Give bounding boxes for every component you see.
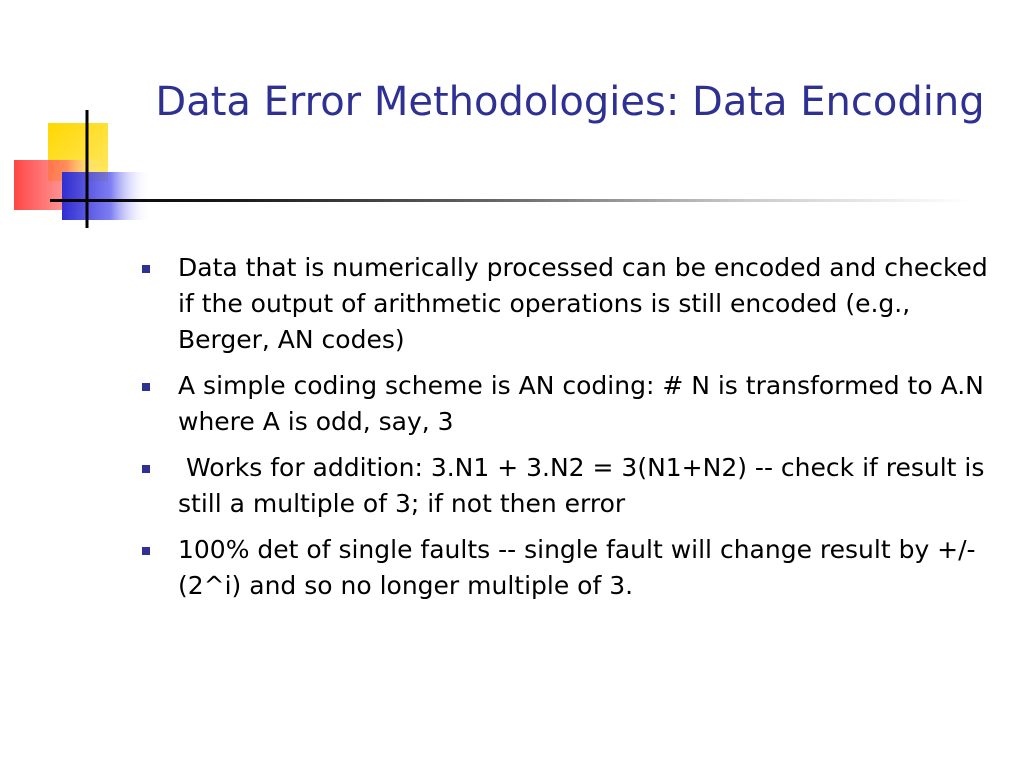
square-bullet-icon bbox=[142, 383, 150, 391]
title-underline bbox=[50, 199, 970, 202]
bullet-text: Works for addition: 3.N1 + 3.N2 = 3(N1+N2) -- check if result is still a multiple of 3; if not then error bbox=[178, 453, 993, 518]
square-bullet-icon bbox=[142, 465, 150, 473]
bullet-text: 100% det of single faults -- single fault will change result by +/- (2^i) and so no longer multiple of 3. bbox=[178, 535, 976, 600]
bullet-item-3 bbox=[140, 450, 1000, 522]
slide-title: Data Error Methodologies: Data Encoding bbox=[155, 79, 985, 125]
deco-blue-bar bbox=[62, 172, 150, 220]
bullet-item-1 bbox=[140, 250, 1000, 358]
bullet-item-4 bbox=[140, 532, 1000, 604]
square-bullet-icon bbox=[142, 265, 150, 273]
bullet-item-2 bbox=[140, 368, 1000, 440]
square-bullet-icon bbox=[142, 547, 150, 555]
bullet-text: Data that is numerically processed can be encoded and checked if the output of arithmetic operations is still encoded (e.g., Berger, AN codes) bbox=[178, 253, 988, 354]
bullet-text: A simple coding scheme is AN coding: # N is transformed to A.N where A is odd, say, 3 bbox=[178, 371, 984, 436]
bullet-list bbox=[140, 250, 1000, 614]
title-block bbox=[150, 74, 990, 131]
